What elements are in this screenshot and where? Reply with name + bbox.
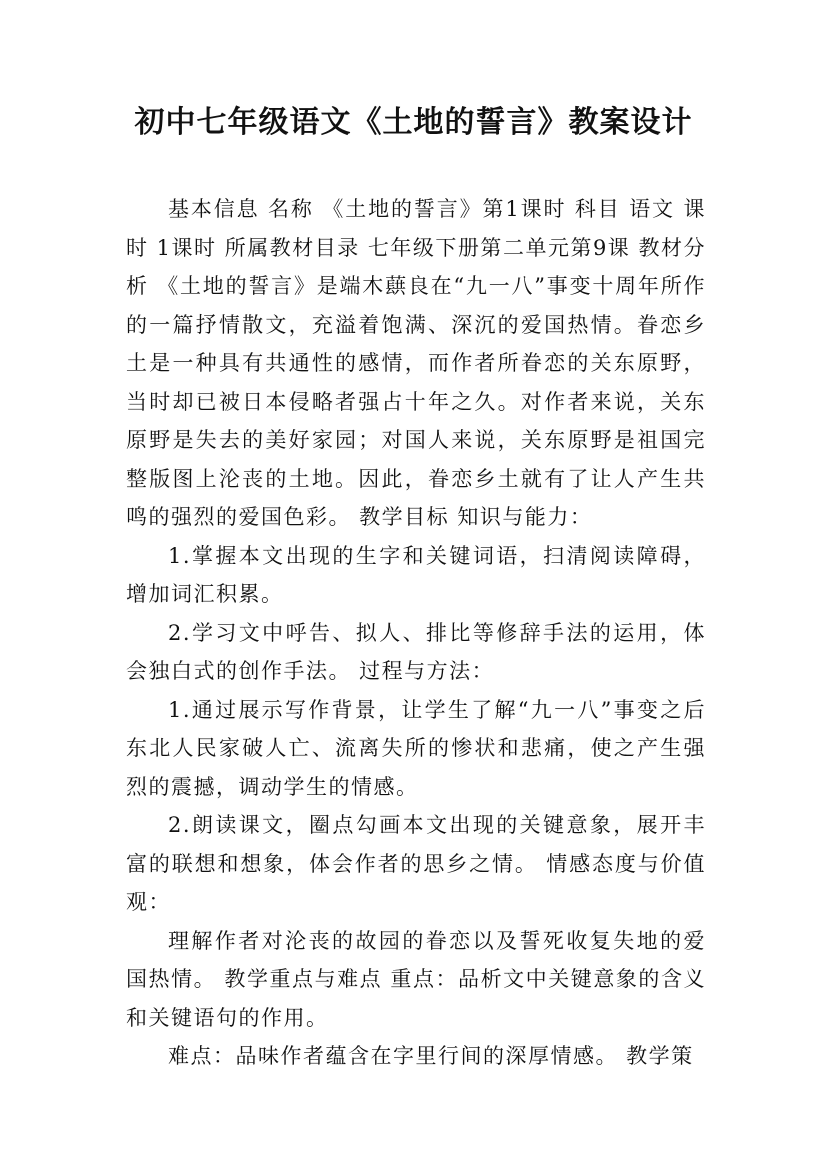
document-body — [126, 190, 706, 1076]
paragraph-objective-2: 2.学习文中呼告、拟人、排比等修辞手法的运用，体会独白式的创作手法。 过程与方法： — [126, 620, 706, 683]
paragraph-objective-1: 1.掌握本文出现的生字和关键词语，扫清阅读障碍，增加词汇积累。 — [126, 543, 706, 606]
document-title: 初中七年级语文《土地的誓言》教案设计 — [134, 105, 693, 140]
paragraph-emotion-goal: 理解作者对沦丧的故园的眷恋以及誓死收复失地的爱国热情。 教学重点与难点 重点：品析文中关键意象的含义和关键语句的作用。 — [126, 928, 706, 1030]
paragraph-basic-info: 基本信息 名称 《土地的誓言》第1课时 科目 语文 课时 1课时 所属教材目录 七年级下册第二单元第9课 教材分析 《土地的誓言》是端木蕻良在“九一八”事变十周年所作的一篇抒情散文，充溢着饱满、深沉的爱国热情。眷恋乡土是一种具有共通性的感情，而作者所眷恋的关东原野，当时却已被日本侵略者强占十年之久。对作者来说，关东原野是失去的美好家园；对国人来说，关东原野是祖国完整版图上沦丧的土地。因此，眷恋乡土就有了让人产生共鸣的强烈的爱国色彩。 教学目标 知识与能力： — [126, 197, 706, 529]
paragraph-process-2: 2.朗读课文，圈点勾画本文出现的关键意象，展开丰富的联想和想象，体会作者的思乡之情。 情感态度与价值观： — [126, 813, 706, 914]
paragraph-process-1: 1.通过展示写作背景，让学生了解“九一八”事变之后东北人民家破人亡、流离失所的惨状和悲痛，使之产生强烈的震撼，调动学生的情感。 — [126, 697, 706, 799]
paragraph-difficulty: 难点：品味作者蕴含在字里行间的深厚情感。 教学策 — [168, 1044, 694, 1068]
